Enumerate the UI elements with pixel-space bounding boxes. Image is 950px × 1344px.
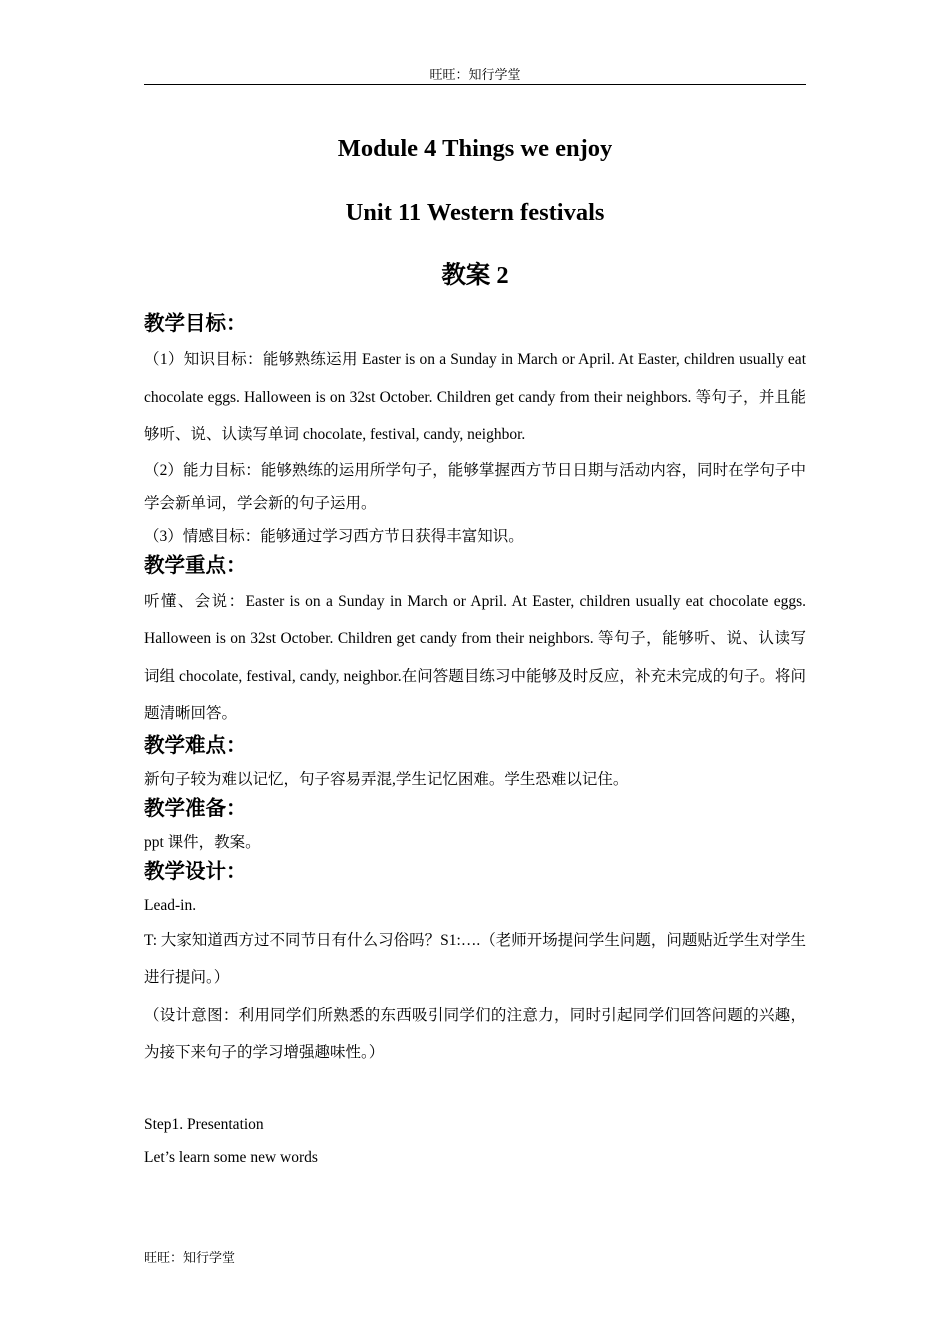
ability-objective: （2）能力目标：能够熟练的运用所学句子，能够掌握西方节日日期与活动内容，同时在学句子中学会新单词，学会新的句子运用。 xyxy=(144,461,806,512)
learn-words-text: Let’s learn some new words xyxy=(144,1148,318,1166)
key-points-text: 听懂、会说：Easter is on a Sunday in March or April. At Easter, children usually eat chocolate eggs. Halloween is on 32st October. Children get candy from their neighbors. 等句子，能够听、说、认读写词组 chocolate, festival, candy, neighbor.在问答题目练习中能够及时反应，补充未完成的句子。将问题清晰回答。 xyxy=(144,592,806,722)
difficulties-text: 新句子较为难以记忆，句子容易弄混,学生记忆困难。学生恐难以记住。 xyxy=(144,770,629,788)
module-title: Module 4 Things we enjoy xyxy=(337,135,613,162)
document-body xyxy=(144,132,806,1174)
emotion-objective: （3）情感目标：能够通过学习西方节日获得丰富知识。 xyxy=(144,527,524,545)
knowledge-objective: （1）知识目标：能够熟练运用 Easter is on a Sunday in March or April. At Easter, children usually eat chocolate eggs. Halloween is on 32st October. Children get candy from their neighbors. 等句子，并且能够听、说、认读写单词 chocolate, festival, candy, neighbor. xyxy=(144,351,806,443)
teacher-question-text: T: 大家知道西方过不同节日有什么习俗吗？S1:….（老师开场提问学生问题，问题贴近学生对学生进行提问。） xyxy=(144,931,806,986)
difficulties-heading: 教学难点： xyxy=(144,734,247,757)
key-points-heading: 教学重点： xyxy=(144,554,247,577)
design-heading: 教学设计： xyxy=(144,860,247,883)
lead-in-text: Lead-in. xyxy=(144,896,197,914)
objectives-heading: 教学目标： xyxy=(144,313,247,335)
page-header: 旺旺：知行学堂 xyxy=(144,66,806,85)
page-footer: 旺旺：知行学堂 xyxy=(144,1250,236,1265)
unit-title: Unit 11 Western festivals xyxy=(345,199,605,226)
step1-heading: Step1. Presentation xyxy=(144,1115,264,1133)
preparation-heading: 教学准备： xyxy=(144,797,247,820)
design-intent-text: （设计意图：利用同学们所熟悉的东西吸引同学们的注意力，同时引起同学们回答问题的兴趣，为接下来句子的学习增强趣味性。） xyxy=(144,1006,806,1061)
preparation-text: ppt 课件，教案。 xyxy=(144,833,261,851)
lesson-plan-title: 教案 2 xyxy=(441,262,509,289)
